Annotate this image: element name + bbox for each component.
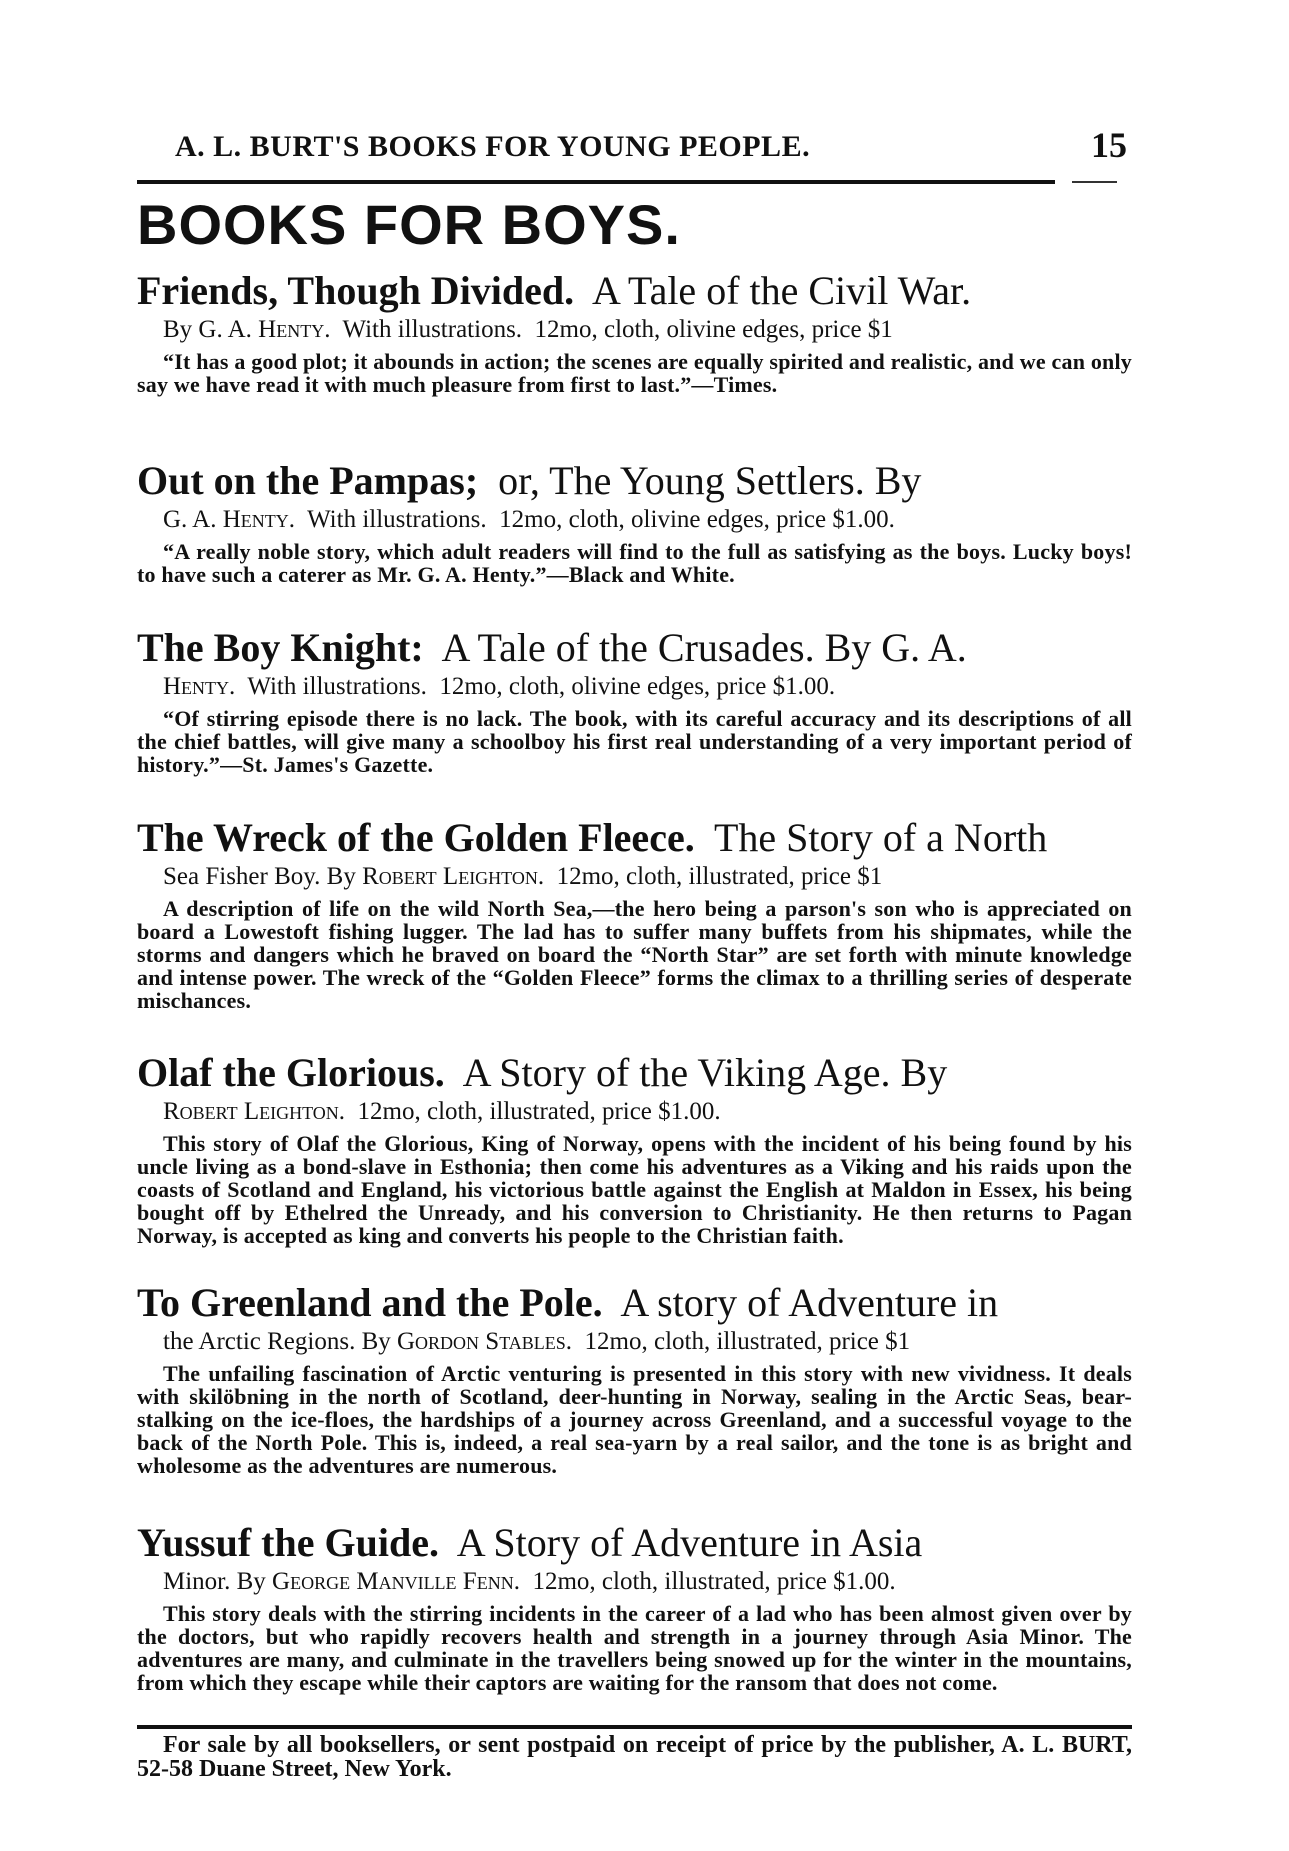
publisher-footer: For sale by all booksellers, or sent postpaid on receipt of price by the publisher, A. L. BURT, 52-58 Duane Street, New York.: [137, 1732, 1132, 1782]
book-subtitle: A Story of the Viking Age. By: [462, 1050, 948, 1095]
book-author: George Manville Fenn.: [272, 1568, 520, 1595]
book-title: Friends, Though Divided.: [137, 268, 575, 313]
book-author: Henty.: [258, 316, 331, 343]
book-title-line: [137, 625, 1132, 671]
book-description: This story of Olaf the Glorious, King of Norway, opens with the incident of his being found by his uncle living as a bond-slave in Esthonia; then come his adventures as a Viking and his raids upon the coasts of Scotland and England, his victorious battle against the English at Maldon in Essex, his being bought off by Ethelred the Unready, and his conversion to Christianity. He then returns to Pagan Norway, is accepted as king and converts his people to the Christian faith.: [137, 1131, 1132, 1248]
book-entry: [137, 1050, 1132, 1247]
book-meta: [137, 671, 1132, 703]
book-author: Robert Leighton.: [362, 863, 545, 890]
book-meta: [137, 1566, 1132, 1598]
book-title-line: [137, 1280, 1132, 1326]
book-title: Out on the Pampas;: [137, 458, 479, 503]
meta-prefix: G. A.: [163, 506, 223, 533]
meta-details: With illustrations. 12mo, cloth, olivine edges, price $1.00.: [235, 673, 836, 700]
book-meta: [137, 314, 1132, 346]
meta-details: 12mo, cloth, illustrated, price $1: [544, 863, 883, 890]
book-catalog-page: [137, 100, 1137, 1782]
book-entry: [137, 625, 1132, 776]
meta-details: With illustrations. 12mo, cloth, olivine edges, price $1: [330, 316, 893, 343]
meta-details: 12mo, cloth, illustrated, price $1.00.: [345, 1098, 721, 1125]
book-description: “Of stirring episode there is no lack. The book, with its careful accuracy and its descriptions of all the chief battles, will give many a schoolboy his first real understanding of a very important period of history.”—St. James's Gazette.: [137, 706, 1132, 777]
section-title: BOOKS FOR BOYS.: [137, 193, 681, 256]
book-entry: [137, 815, 1132, 1012]
book-author: Henty.: [222, 506, 296, 533]
meta-details: 12mo, cloth, illustrated, price $1.00.: [519, 1568, 896, 1595]
book-description: The unfailing fascination of Arctic venturing is presented in this story with new vividness. It deals with skilöbning in the north of Scotland, deer-hunting in Norway, sealing in the Arctic Seas, bear-stalking on the ice-floes, the hardships of a journey across Greenland, and a successful voyage to the back of the North Pole. This is, indeed, a real sea-yarn by a real sailor, and the tone is as bright and wholesome as the adventures are numerous.: [137, 1361, 1132, 1478]
running-title: A. L. BURT'S BOOKS FOR YOUNG PEOPLE.: [175, 130, 811, 163]
book-subtitle: The Story of a North: [713, 815, 1048, 860]
meta-details: 12mo, cloth, illustrated, price $1: [572, 1328, 911, 1355]
running-head: [137, 100, 1137, 165]
book-description: “A really noble story, which adult readers will find to the full as satisfying as the boys. Lucky boys! to have such a caterer as Mr. G. A. Henty.”—Black and White.: [137, 539, 1132, 587]
book-entry: [137, 458, 1132, 586]
book-title-line: [137, 268, 1132, 314]
book-title: Yussuf the Guide.: [137, 1520, 439, 1565]
book-title: The Wreck of the Golden Fleece.: [137, 815, 695, 860]
book-meta: [137, 504, 1132, 536]
book-description: “It has a good plot; it abounds in action; the scenes are equally spirited and realistic, and we can only say we have read it with much pleasure from first to last.”—Times.: [137, 349, 1132, 397]
book-entry: [137, 1280, 1132, 1477]
book-subtitle: or, The Young Settlers. By: [498, 458, 922, 503]
header-rule-fragment: [1072, 181, 1117, 183]
book-entry: [137, 268, 1132, 396]
book-title: To Greenland and the Pole.: [137, 1280, 603, 1325]
book-title: The Boy Knight:: [137, 625, 424, 670]
book-meta: [137, 861, 1132, 893]
meta-prefix: By G. A.: [163, 316, 259, 343]
book-subtitle: A story of Adventure in: [620, 1280, 999, 1325]
book-entry: [137, 1520, 1132, 1694]
book-author: Gordon Stables.: [397, 1328, 573, 1355]
book-subtitle: A Story of Adventure in Asia: [456, 1520, 923, 1565]
book-author: Henty.: [163, 673, 236, 700]
book-subtitle: A Tale of the Civil War.: [591, 268, 972, 313]
meta-prefix: Sea Fisher Boy. By: [163, 863, 363, 890]
book-description: This story deals with the stirring incidents in the career of a lad who has been almost given over by the doctors, but who rapidly recovers health and strength in a journey through Asia Minor. The adventures are many, and culminate in the travellers being snowed up for the winter in the mountains, from which they escape while their captors are waiting for the ransom that does not come.: [137, 1601, 1132, 1695]
footer-rule: [137, 1725, 1132, 1729]
book-author: Robert Leighton.: [163, 1098, 346, 1125]
meta-prefix: Minor. By: [163, 1568, 273, 1595]
book-meta: [137, 1326, 1132, 1358]
book-title-line: [137, 1520, 1132, 1566]
book-title-line: [137, 458, 1132, 504]
book-description: A description of life on the wild North Sea,—the hero being a parson's son who is appreciated on board a Lowestoft fishing lugger. The lad has to suffer many buffets from his shipmates, while the storms and dangers which he braved on board the “North Star” are set forth with minute knowledge and intense power. The wreck of the “Golden Fleece” forms the climax to a thrilling series of desperate mischances.: [137, 896, 1132, 1013]
meta-prefix: the Arctic Regions. By: [163, 1328, 397, 1355]
book-meta: [137, 1096, 1132, 1128]
book-title-line: [137, 1050, 1132, 1096]
book-subtitle: A Tale of the Crusades. By G. A.: [441, 625, 967, 670]
book-title-line: [137, 815, 1132, 861]
meta-details: With illustrations. 12mo, cloth, olivine edges, price $1.00.: [295, 506, 895, 533]
page-number: 15: [1091, 125, 1127, 165]
header-rule: [137, 180, 1055, 184]
book-title: Olaf the Glorious.: [137, 1050, 445, 1095]
